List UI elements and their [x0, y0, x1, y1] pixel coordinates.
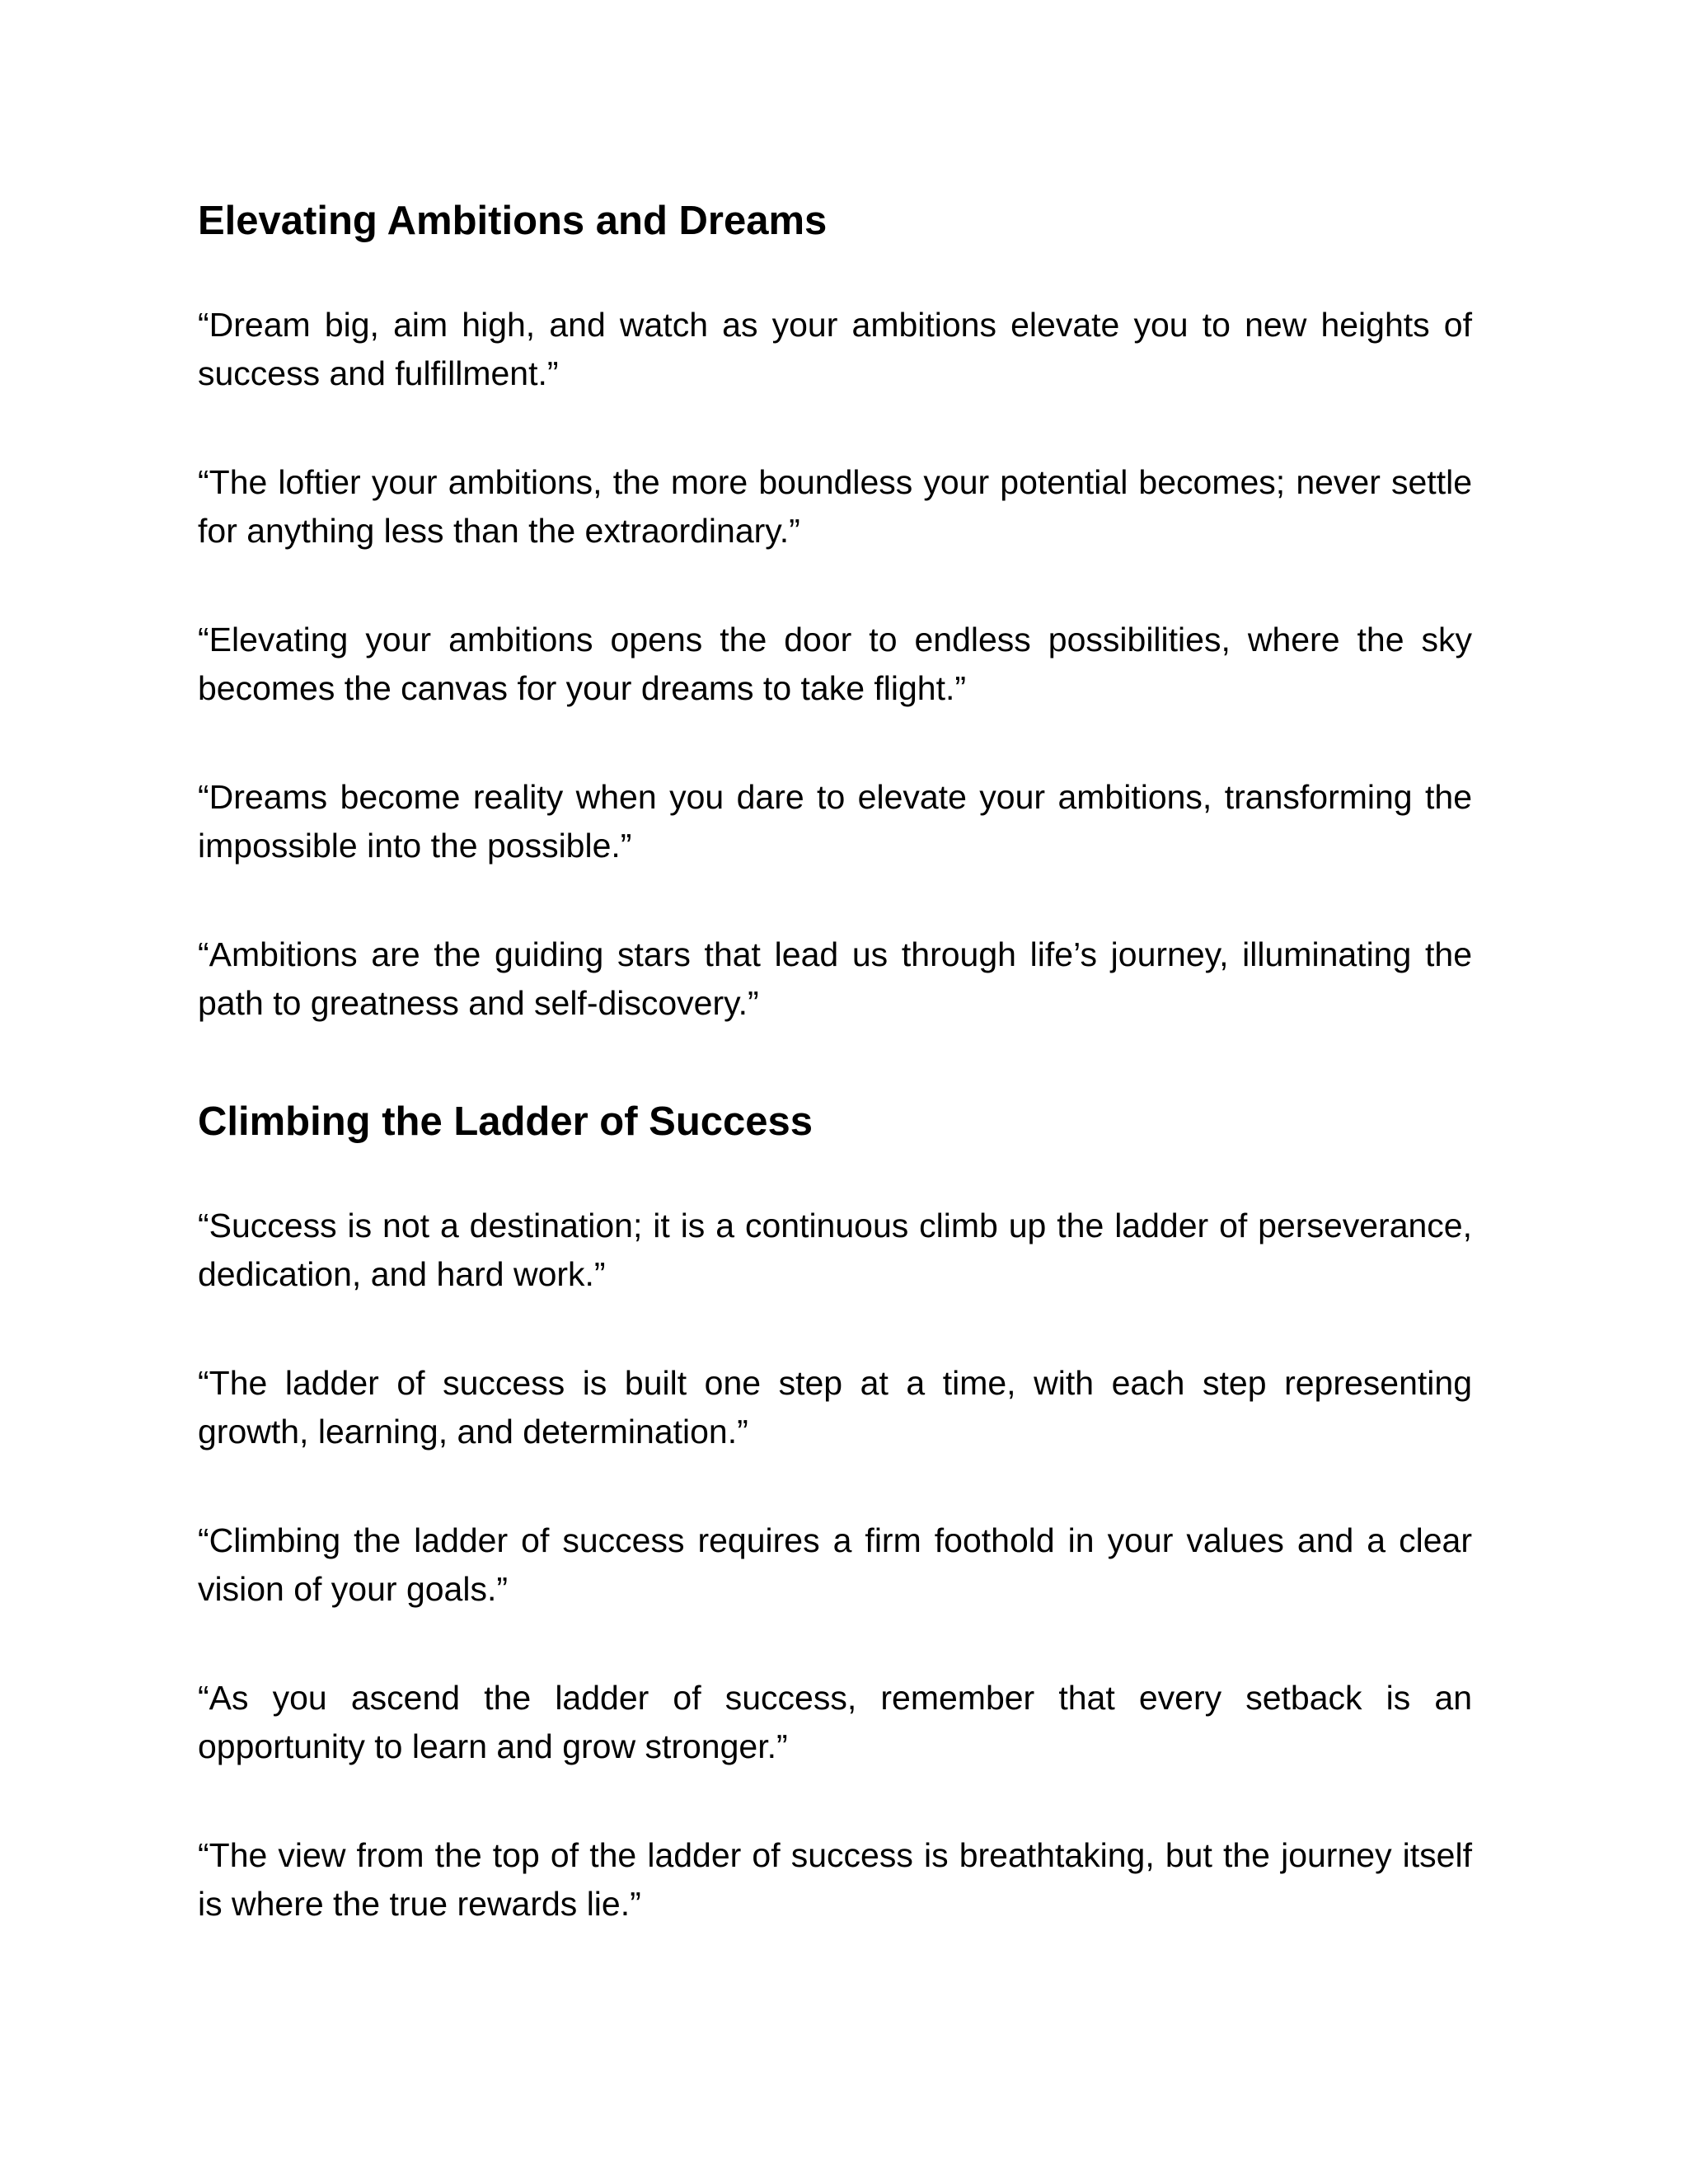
quote-paragraph: “Dream big, aim high, and watch as your ambitions elevate you to new heights of success and fulfillment.” [198, 306, 1472, 392]
section-heading: Climbing the Ladder of Success [198, 1099, 814, 1144]
quote-paragraph: “Ambitions are the guiding stars that lead us through life’s journey, illuminating the path to greatness and self-discovery.” [198, 935, 1472, 1022]
quote-paragraph: “Success is not a destination; it is a continuous climb up the ladder of perseverance, dedication, and hard work.” [198, 1207, 1472, 1293]
quote-paragraph: “The ladder of success is built one step at a time, with each step representing growth, learning, and determination.” [198, 1364, 1472, 1451]
quote-paragraph: “Dreams become reality when you dare to elevate your ambitions, transforming the impossible into the possible.” [198, 778, 1472, 865]
quote-paragraph: “The loftier your ambitions, the more boundless your potential becomes; never settle for anything less than the extraordinary.” [198, 463, 1472, 550]
section-climbing-ladder [198, 1097, 1472, 1929]
quote-list [198, 1202, 1472, 1929]
quote-paragraph: “Elevating your ambitions opens the door to endless possibilities, where the sky becomes the canvas for your dreams to take flight.” [198, 621, 1472, 707]
quote-paragraph: “Climbing the ladder of success requires a firm foothold in your values and a clear vision of your goals.” [198, 1521, 1472, 1608]
section-elevating-ambitions [198, 196, 1472, 1028]
quote-list [198, 301, 1472, 1028]
section-heading: Elevating Ambitions and Dreams [198, 199, 828, 243]
document-page [198, 196, 1472, 1929]
quote-paragraph: “As you ascend the ladder of success, remember that every setback is an opportunity to learn and grow stronger.” [198, 1679, 1472, 1765]
quote-paragraph: “The view from the top of the ladder of success is breathtaking, but the journey itself is where the true rewards lie.” [198, 1836, 1472, 1923]
